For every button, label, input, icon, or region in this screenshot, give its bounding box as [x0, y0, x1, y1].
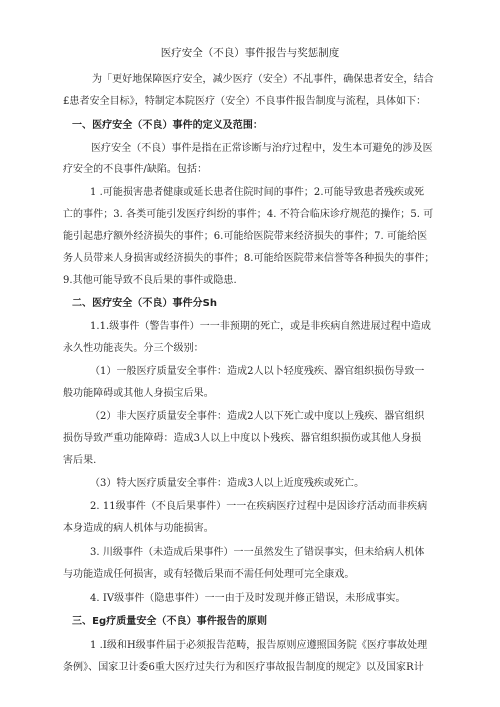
- section-heading: 二、医疗安全（不良）事件分Sh: [72, 298, 218, 309]
- paragraph-line: 医疗安全（不良）事件是指在正常诊断与治疗过程中，发生本可避免的涉及医: [91, 143, 433, 154]
- paragraph-line: 永久性功能丧失。分三个级别：: [63, 343, 204, 354]
- paragraph-line: （1）一般医疗质量安全事件：造成2人以卜轻度残疾、器官组织损伤导致一: [90, 366, 425, 377]
- paragraph-line: 本身造成的病人机体与功能损害。: [63, 523, 214, 534]
- paragraph-line: 损伤导致严重功能障碍：造成3人以上中度以卜残疾、器官组织损伤或其他人身损: [63, 433, 422, 444]
- paragraph-line: 能引起患疗额外经济损失的事件；6.可能给医院带来经济损失的事件；7. 可能给医: [63, 231, 428, 242]
- paragraph-line: （3）特大医疗质量安全事件：造成3人以上近度残疾或死亡。: [90, 478, 365, 489]
- paragraph-line: 务人员带来人身损害或经济损失的事件；8.可能给医院带来信誉等各种损失的事件；: [63, 253, 435, 264]
- paragraph-line: 为「更好地保障医疗安全，减少医疗（安全）不乩事件，确保患者安全，结合: [92, 74, 434, 85]
- paragraph-line: 般功能障碍或其他人身损宝后果。: [63, 388, 214, 399]
- paragraph-line: 1 .可能损害患者健康或延长患者住院时间的事件；2.可能导致患者残疾或死: [90, 187, 425, 198]
- paragraph-line: £患者安全目标》，特制定本院医疗（安全）不良事件报告制度与流程，具体如下：: [63, 96, 427, 107]
- paragraph-line: 2. 11级事件（不良后果事件）一一在疾病医疗过程中是因诊疗活动而非疾病: [90, 501, 428, 512]
- paragraph-line: 与功能造成任何损害，或有轻微后果而不需任何处理可完全康戏。: [63, 569, 355, 580]
- paragraph-line: 4. IV级事件（隐患事件）一一由于及时发现并修正错误，未形成事实。: [90, 593, 406, 604]
- paragraph-line: 1 .I级和H级事件届于必须报告范畴，报告原则应遵照国务院《医疗事故处理: [90, 640, 428, 651]
- paragraph-line: 害后果.: [63, 455, 97, 466]
- paragraph-line: 条例》、国家卫计委6重大医疗过失行为和医疗事故报告制度的规定》以及国家R计: [63, 662, 424, 673]
- paragraph-line: 1.1.级事件（警告事件）一一非预期的死亡，或是非疾病自然进展过程中造成: [90, 321, 431, 332]
- paragraph-line: （2）非大医疗质量安全事件：造成2人以下死亡或中度以上残疾、器官组织: [90, 411, 425, 422]
- paragraph-line: 3. 川级事件（未造成后果事件）一一虽然发生了错误事实，但未给病人机体: [90, 547, 425, 558]
- paragraph-line: 亡的事件；3. 各类可能引发医疗纠纷的事件；4. 不符合临床诊疗规范的操作；5. 可: [63, 209, 434, 220]
- paragraph-line: 疗安全的不良事件/缺陷。包括：: [63, 164, 208, 175]
- section-heading: 一、医疗安全（不良）事件的定义及范围：: [72, 120, 263, 131]
- paragraph-line: 9.其他可能导致不良后果的事件或隐患.: [63, 275, 237, 286]
- document-title: 医疗安全（不良）事件报告与奖惩制度: [160, 47, 340, 59]
- section-heading: 三、Eg疗质量安全（不良）事件报告的原则: [72, 616, 267, 627]
